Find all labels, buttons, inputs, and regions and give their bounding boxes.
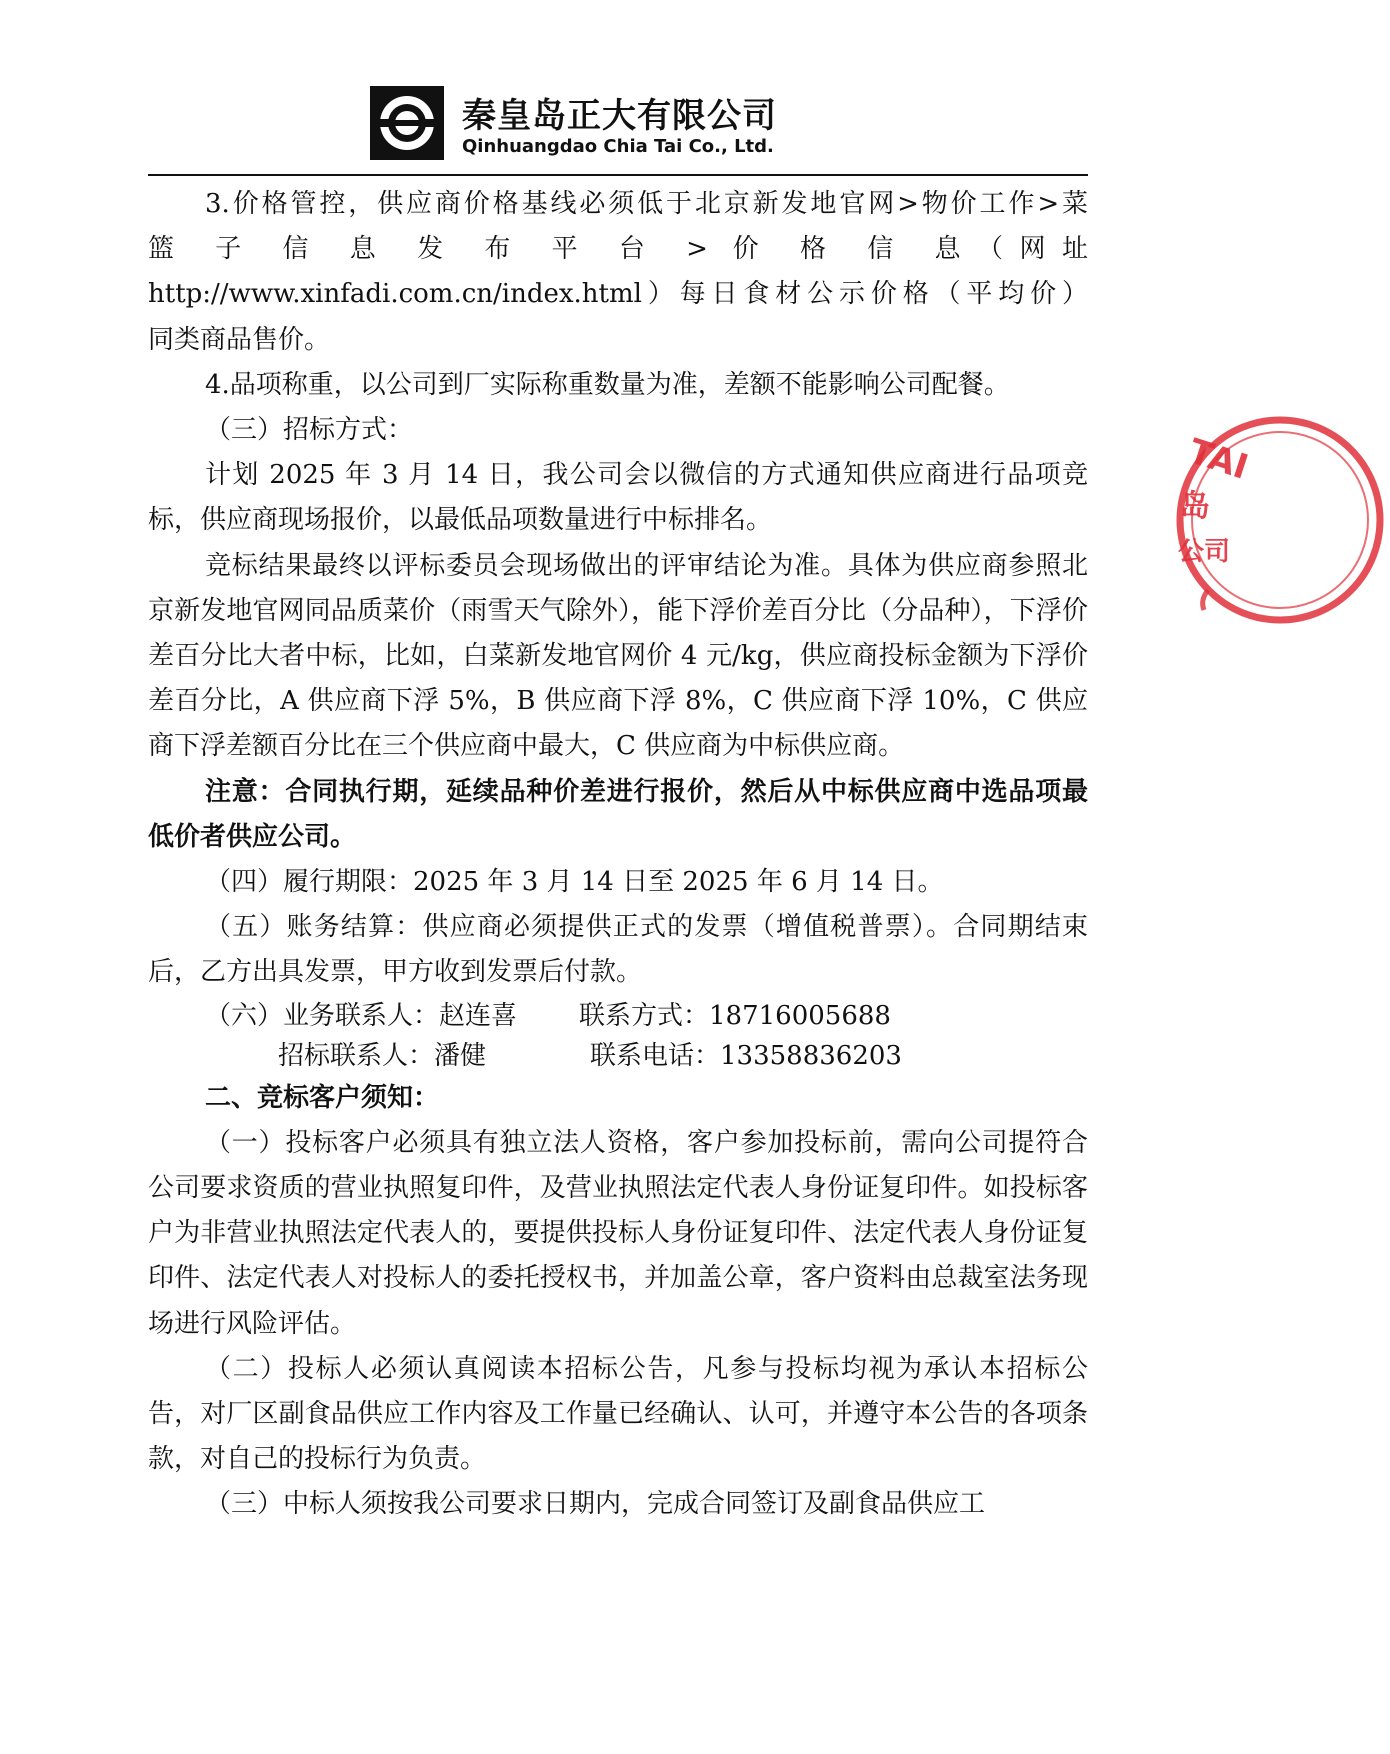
paragraph-bid-result: 竞标结果最终以评标委员会现场做出的评审结论为准。具体为供应商参照北京新发地官网同品质菜价（雨雪天气除外），能下浮价差百分比（分品种），下浮价差百分比大者中标，比如，白菜新发地官网价 4 元/kg，供应商投标金额为下浮价差百分比，A 供应商下浮 5%，B 供应商下浮 8%，C 供应商下浮 10%，C 供应商下浮差额百分比在三个供应商中最大，C 供应商为中标供应商。 [148,550,1088,762]
header-divider [148,174,1088,176]
contact-bidding-label: 招标联系人：潘健 [278,1040,487,1071]
paragraph-weighing: 4.品项称重，以公司到厂实际称重数量为准，差额不能影响公司配餐。 [205,369,1010,400]
paragraph-price-control-url: http://www.xinfadi.com.cn/index.html）每日食材公示价格（平均价） [148,279,1088,310]
heading-term: （四）履行期限：2025 年 3 月 14 日至 2025 年 6 月 14 日。 [205,867,944,898]
seal-text-bottom: 公司 [1178,537,1231,567]
paragraph-price-control-line1: 3.价格管控，供应商价格基线必须低于北京新发地官网>物价工作>菜 [205,189,1088,219]
company-name-en: Qinhuangdao Chia Tai Co., Ltd. [462,136,774,157]
document-body [148,182,1088,1528]
paragraph-price-control-line4: 同类商品售价。 [148,324,331,355]
contact-business-phone: 联系方式：18716005688 [579,1000,891,1031]
seal-text-mid: 岛 [1180,489,1210,524]
contact-row-business [148,996,1088,1036]
heading-bidder-notice: 二、竞标客户须知： [205,1082,440,1113]
paragraph-bid-plan: 计划 2025 年 3 月 14 日，我公司会以微信的方式通知供应商进行品项竞标，供应商现场报价，以最低品项数量进行中标排名。 [148,460,1088,536]
company-seal-stamp [1170,410,1390,630]
company-logo-icon [370,86,444,160]
contact-bidding-phone: 联系电话：13358836203 [590,1040,902,1071]
seal-text-top: TAI [1183,431,1253,488]
paragraph-read-notice: （二）投标人必须认真阅读本招标公告，凡参与投标均视为承认本招标公告，对厂区副食品供应工作内容及工作量已经确认、认可，并遵守本公告的各项条款，对自己的投标行为负责。 [148,1353,1088,1475]
contact-business-label: （六）业务联系人：赵连喜 [205,1000,518,1031]
company-name-cn: 秦皇岛正大有限公司 [462,96,777,136]
paragraph-settlement: （五）账务结算：供应商必须提供正式的发票（增值税普票）。合同期结束后，乙方出具发票，甲方收到发票后付款。 [148,912,1088,988]
paragraph-contract-signing: （三）中标人须按我公司要求日期内，完成合同签订及副食品供应工 [205,1489,986,1520]
contact-row-bidding [148,1036,1088,1076]
heading-bidding-method: （三）招标方式： [205,415,414,446]
paragraph-note: 注意：合同执行期，延续品种价差进行报价，然后从中标供应商中选品项最低价者供应公司。 [148,776,1088,852]
paragraph-qualification: （一）投标客户必须具有独立法人资格，客户参加投标前，需向公司提符合公司要求资质的营业执照复印件，及营业执照法定代表人身份证复印件。如投标客户为非营业执照法定代表人的，要提供投标人身份证复印件、法定代表人身份证复印件、法定代表人对投标人的委托授权书，并加盖公章，客户资料由总裁室法务现场进行风险评估。 [148,1127,1088,1339]
paragraph-price-control-line2: 篮 子 信 息 发 布 平 台 > 价 格 信 息（网址 [148,234,1088,265]
